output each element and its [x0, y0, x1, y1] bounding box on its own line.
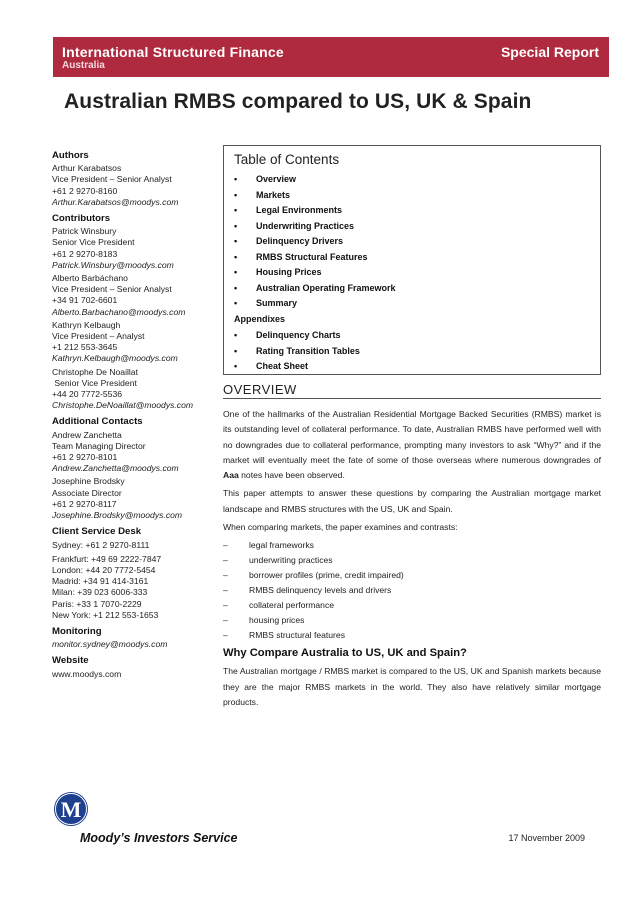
toc-title: Table of Contents — [234, 152, 340, 167]
toc-item-label: Cheat Sheet — [256, 361, 309, 371]
contact-phone: +61 2 9270-8117 — [52, 498, 117, 509]
bullet-icon: • — [234, 174, 238, 184]
client-phone-milan: Milan: +39 023 6006-333 — [52, 587, 148, 598]
client-phone-sydney: Sydney: +61 2 9270-8111 — [52, 539, 150, 550]
client-phone-london: London: +44 20 7772-5454 — [52, 564, 156, 575]
dash-marker: – — [223, 555, 228, 566]
overview-paragraph-1 — [223, 407, 601, 483]
client-phone-madrid: Madrid: +34 91 414-3161 — [52, 576, 149, 587]
dash-marker: – — [223, 600, 228, 611]
contributor-title: Senior Vice President — [52, 377, 137, 388]
company-name: Moody’s Investors Service — [80, 831, 238, 845]
dash-marker: – — [223, 570, 228, 581]
toc-appendix-item[interactable] — [234, 344, 360, 360]
list-item — [223, 613, 601, 628]
toc-appendix-item[interactable] — [234, 359, 360, 375]
bullet-icon: • — [234, 298, 238, 308]
bullet-icon: • — [234, 361, 238, 371]
author-block — [52, 163, 222, 208]
toc-item-label: Rating Transition Tables — [256, 345, 360, 356]
contact-email[interactable]: Andrew.Zanchetta@moodys.com — [52, 463, 179, 474]
contributor-block — [52, 226, 222, 271]
overview-paragraph-2: This paper attempts to answer these questions by comparing the Australian mortgage market landscape and RMBS structures with the US, UK and Spain. — [223, 488, 601, 514]
toc-item-label: Legal Environments — [256, 205, 343, 215]
toc-item[interactable] — [234, 234, 396, 250]
contributor-block — [52, 367, 222, 412]
toc-item-label: Summary — [256, 298, 298, 308]
banner-report-type: Special Report — [500, 44, 599, 60]
list-item-label: housing prices — [249, 615, 305, 626]
list-item-label: RMBS structural features — [249, 630, 345, 641]
toc-item[interactable] — [234, 250, 396, 266]
contributor-name: Kathryn Kelbaugh — [52, 319, 121, 330]
contributor-block — [52, 273, 222, 318]
banner-region: Australia — [62, 60, 105, 71]
bullet-icon: • — [234, 220, 238, 231]
list-item-label: RMBS delinquency levels and drivers — [249, 585, 392, 596]
dash-marker: – — [223, 630, 228, 641]
why-compare-paragraph: The Australian mortgage / RMBS market is compared to the US, UK and Spanish markets because they are the major RMBS markets in the world. They also have relatively similar mortgage products. — [223, 666, 601, 707]
contact-email[interactable]: Josephine.Brodsky@moodys.com — [52, 510, 183, 521]
contributor-email[interactable]: Kathryn.Kelbaugh@moodys.com — [52, 353, 178, 364]
contributor-email[interactable]: Alberto.Barbachano@moodys.com — [52, 306, 186, 317]
toc-item-label: RMBS Structural Features — [256, 251, 368, 262]
contact-block — [52, 476, 222, 521]
dash-marker: – — [223, 540, 228, 551]
contributor-phone: +61 2 9270-8183 — [52, 248, 118, 259]
list-item — [223, 568, 601, 583]
toc-item[interactable] — [234, 265, 396, 281]
contributor-name: Patrick Winsbury — [52, 226, 117, 237]
table-of-contents — [223, 145, 601, 375]
client-phone-paris: Paris: +33 1 7070-2229 — [52, 598, 142, 609]
list-item-label: borrower profiles (prime, credit impaired) — [249, 570, 404, 581]
paragraph-text: One of the hallmarks of the Australian Residential Mortgage Backed Securities (RMBS) market is its outstanding level of collateral performance. To date, Australian RMBS have performed well with no downgrades due to collateral performance, prompting many investors to ask “Why?” and if the market will eventually meet the fate of some of those overseas where numerous downgrades of — [223, 409, 601, 465]
author-title: Vice President – Senior Analyst — [52, 174, 172, 185]
toc-appendix-list — [234, 328, 360, 375]
contributor-name: Alberto Barbáchano — [52, 273, 128, 284]
toc-item[interactable] — [234, 219, 396, 235]
contributors-heading: Contributors — [52, 213, 111, 225]
toc-item[interactable] — [234, 172, 396, 188]
list-item-label: legal frameworks — [249, 540, 314, 551]
author-name: Arthur Karabatsos — [52, 163, 122, 174]
website-link[interactable]: www.moodys.com — [52, 668, 122, 679]
main-content — [223, 382, 601, 713]
bullet-icon: • — [234, 267, 238, 277]
bullet-icon: • — [234, 345, 238, 356]
author-email[interactable]: Arthur.Karabatsos@moodys.com — [52, 196, 179, 207]
toc-item[interactable] — [234, 296, 396, 312]
contact-name: Josephine Brodsky — [52, 476, 125, 487]
overview-heading: OVERVIEW — [223, 382, 601, 399]
list-item-label: collateral performance — [249, 600, 335, 611]
toc-item-label: Australian Operating Framework — [256, 282, 396, 293]
contributor-phone: +1 212 553-3645 — [52, 342, 118, 353]
contributor-block — [52, 320, 222, 365]
bullet-icon: • — [234, 205, 238, 215]
contact-title: Associate Director — [52, 487, 122, 498]
bullet-icon: • — [234, 236, 238, 246]
contact-name: Andrew Zanchetta — [52, 429, 122, 440]
list-item — [223, 628, 601, 643]
header-banner — [53, 37, 609, 77]
dash-marker: – — [223, 615, 228, 626]
paragraph-text: notes have been observed. — [238, 470, 345, 481]
bullet-icon: • — [234, 251, 238, 262]
monitoring-heading: Monitoring — [52, 625, 102, 637]
contributor-title: Vice President – Senior Analyst — [52, 284, 172, 295]
contributor-name: Christophe De Noaillat — [52, 366, 138, 377]
toc-appendix-item[interactable] — [234, 328, 360, 344]
toc-item[interactable] — [234, 281, 396, 297]
overview-paragraph-3: When comparing markets, the paper examines and contrasts: — [223, 522, 458, 533]
client-service-heading: Client Service Desk — [52, 526, 142, 538]
list-item-label: underwriting practices — [249, 555, 333, 566]
author-phone: +61 2 9270-8160 — [52, 185, 118, 196]
dash-marker: – — [223, 585, 228, 596]
moodys-logo-icon — [53, 791, 89, 827]
toc-item-label: Delinquency Drivers — [256, 236, 344, 246]
client-phone-frankfurt: Frankfurt: +49 69 2222-7847 — [52, 553, 162, 564]
toc-item-label: Housing Prices — [256, 267, 322, 277]
contact-block — [52, 430, 222, 475]
toc-item[interactable] — [234, 188, 396, 204]
list-item — [223, 538, 601, 553]
logo-letter: M — [60, 797, 82, 822]
publication-date: 17 November 2009 — [508, 833, 585, 843]
client-service-block — [52, 540, 222, 621]
contributor-phone: +34 91 702-6601 — [52, 295, 118, 306]
contributor-title: Senior Vice President — [52, 237, 135, 248]
contact-phone: +61 2 9270-8101 — [52, 452, 118, 463]
toc-list — [234, 172, 396, 312]
banner-title: International Structured Finance — [62, 44, 284, 60]
toc-item-label: Overview — [256, 174, 297, 184]
client-phone-new-york: New York: +1 212 553-1653 — [52, 609, 159, 620]
toc-item[interactable] — [234, 203, 396, 219]
toc-item-label: Delinquency Charts — [256, 330, 341, 340]
contact-title: Team Managing Director — [52, 440, 146, 451]
toc-item-label: Markets — [256, 189, 291, 200]
page-title: Australian RMBS compared to US, UK & Spain — [64, 90, 532, 113]
list-item — [223, 583, 601, 598]
contacts-sidebar — [52, 150, 222, 680]
why-compare-heading: Why Compare Australia to US, UK and Spain? — [223, 647, 467, 660]
rating-aaa: Aaa — [223, 470, 239, 481]
toc-appendix-label: Appendixes — [234, 314, 286, 324]
list-item — [223, 553, 601, 568]
website-heading: Website — [52, 655, 89, 667]
toc-item-label: Underwriting Practices — [256, 220, 355, 231]
bullet-icon: • — [234, 330, 238, 340]
bullet-icon: • — [234, 282, 238, 293]
contributor-phone: +44 20 7772-5536 — [52, 389, 123, 400]
list-item — [223, 598, 601, 613]
contributor-email[interactable]: Patrick.Winsbury@moodys.com — [52, 259, 174, 270]
additional-contacts-heading: Additional Contacts — [52, 416, 143, 428]
bullet-icon: • — [234, 189, 238, 200]
contributor-email[interactable]: Christophe.DeNoaillat@moodys.com — [52, 400, 194, 411]
contributor-title: Vice President – Analyst — [52, 331, 145, 342]
monitoring-email[interactable]: monitor.sydney@moodys.com — [52, 639, 168, 650]
comparison-list — [223, 538, 601, 643]
authors-heading: Authors — [52, 150, 89, 161]
